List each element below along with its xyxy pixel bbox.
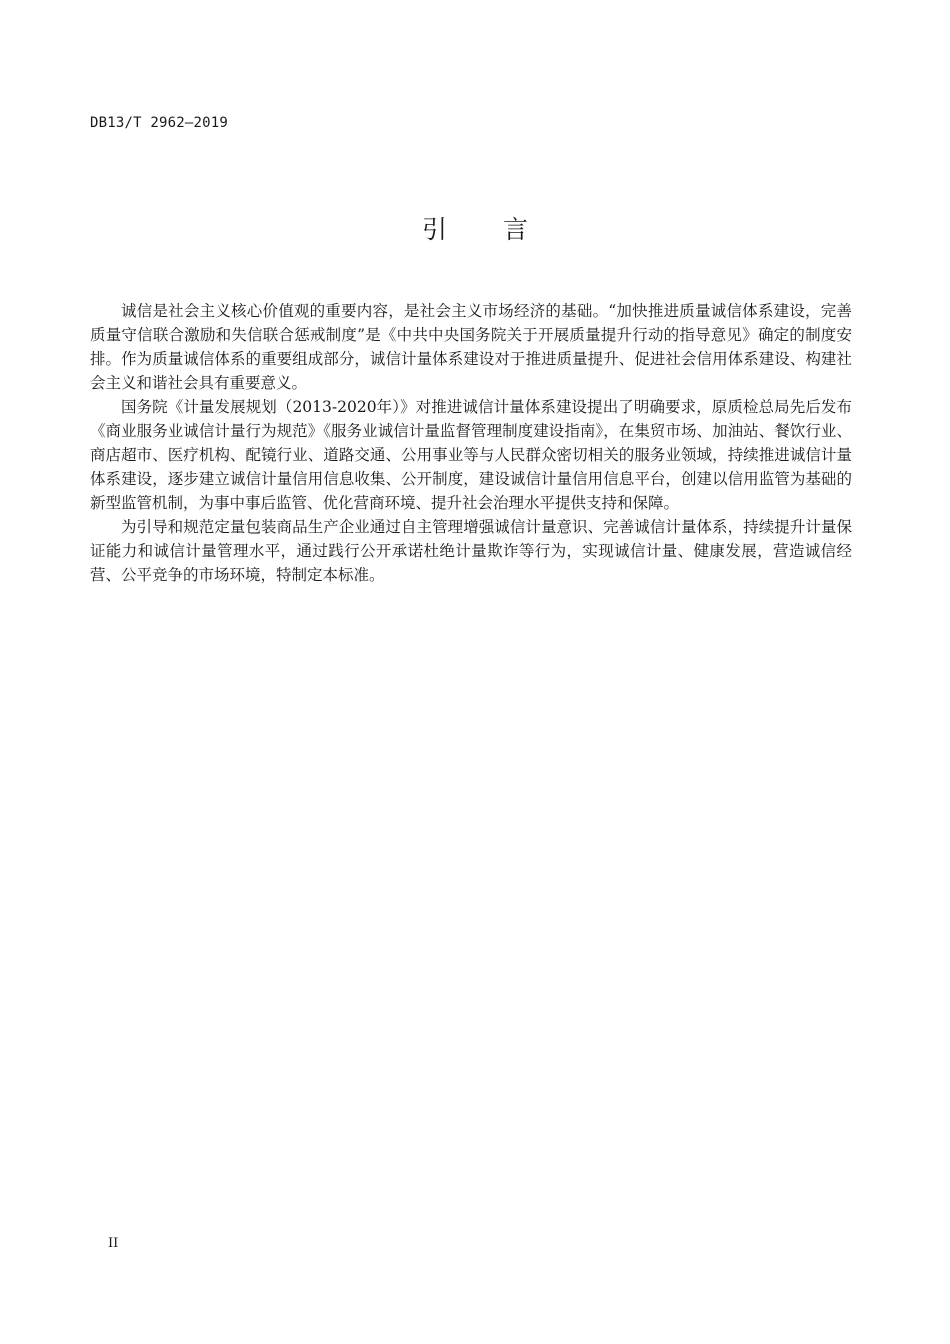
standard-code: DB13/T 2962—2019 [90, 115, 229, 131]
page-title: 引 言 [422, 215, 552, 244]
introduction-body [90, 299, 852, 587]
paragraph-3: 为引导和规范定量包装商品生产企业通过自主管理增强诚信计量意识、完善诚信计量体系，持续提升计量保证能力和诚信计量管理水平，通过践行公开承诺杜绝计量欺诈等行为，实现诚信计量、健康发展，营造诚信经营、公平竞争的市场环境，特制定本标准。 [90, 518, 852, 584]
paragraph-1: 诚信是社会主义核心价值观的重要内容，是社会主义市场经济的基础。“加快推进质量诚信体系建设，完善质量守信联合激励和失信联合惩戒制度”是《中共中央国务院关于开展质量提升行动的指导意见》确定的制度安排。作为质量诚信体系的重要组成部分，诚信计量体系建设对于推进质量提升、促进社会信用体系建设、构建社会主义和谐社会具有重要意义。 [90, 302, 852, 392]
paragraph-2: 国务院《计量发展规划（2013-2020年）》对推进诚信计量体系建设提出了明确要求，原质检总局先后发布《商业服务业诚信计量行为规范》《服务业诚信计量监督管理制度建设指南》，在集贸市场、加油站、餐饮行业、商店超市、医疗机构、配镜行业、道路交通、公用事业等与人民群众密切相关的服务业领域，持续推进诚信计量体系建设，逐步建立诚信计量信用信息收集、公开制度，建设诚信计量信用信息平台，创建以信用监管为基础的新型监管机制，为事中事后监管、优化营商环境、提升社会治理水平提供支持和保障。 [90, 398, 852, 512]
page-number: II [108, 1236, 119, 1251]
